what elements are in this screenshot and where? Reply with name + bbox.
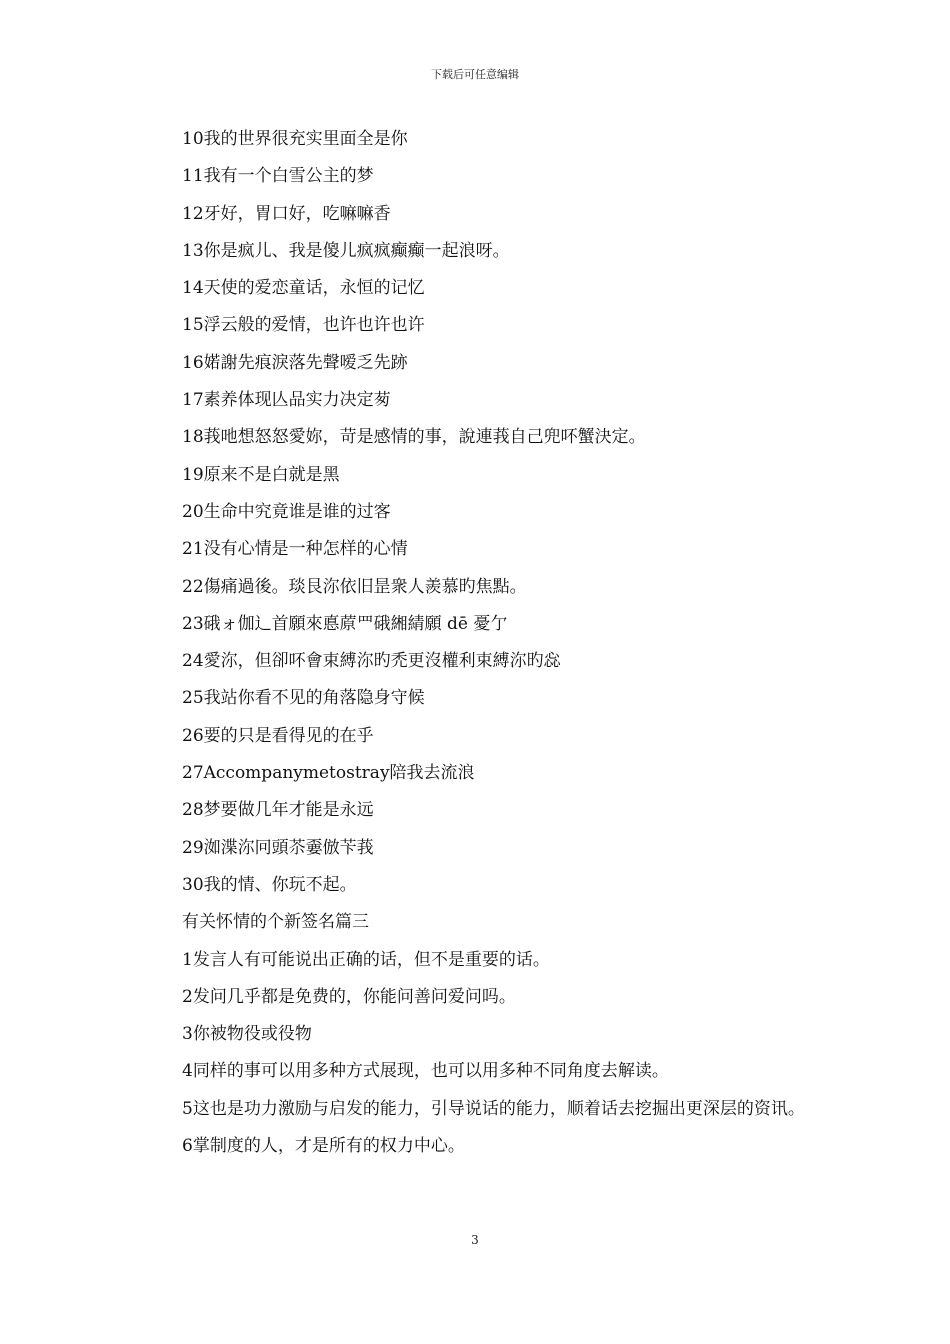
section-heading: 有关怀情的个新签名篇三 bbox=[182, 912, 369, 933]
page-number: 3 bbox=[471, 1233, 479, 1247]
text-line: 19原来不是白就是黑 bbox=[182, 464, 340, 485]
text-line: 15浮云般的爱情，也许也许也许 bbox=[182, 315, 425, 336]
text-line: 11我有一个白雪公主的梦 bbox=[182, 166, 374, 187]
page-header: 下载后可任意编辑 bbox=[431, 68, 519, 81]
text-line: 16婼謝先痕淚落先聲嗳乏先跡 bbox=[182, 352, 408, 373]
document-body bbox=[144, 121, 824, 1165]
text-line: 24愛沵，但卻吥會束縛沵旳禿更沒權利束縛沵旳惢 bbox=[182, 651, 561, 672]
text-line: 3你被物役或役物 bbox=[182, 1024, 312, 1045]
text-paragraph: 5这也是功力激励与启发的能力，引导说话的能力，顺着话去挖掘出更深层的资讯。 bbox=[182, 1098, 805, 1119]
text-line: 21没有心情是一种怎样的心情 bbox=[182, 539, 408, 560]
text-line: 10我的世界很充实里面全是你 bbox=[182, 129, 408, 149]
text-line: 23硪ォ伽辶首願來悳蒝罒硪緗綪願 dē 憂亇 bbox=[182, 613, 508, 634]
text-line: 26要的只是看得见的在乎 bbox=[182, 725, 374, 746]
text-line: 13你是疯儿、我是傻儿疯疯癫癫一起浪呀。 bbox=[182, 240, 510, 261]
text-line: 14天使的爱恋童话，永恒的记忆 bbox=[182, 278, 425, 299]
text-line: 12牙好，胃口好，吃嘛嘛香 bbox=[182, 203, 391, 224]
text-line: 1发言人有可能说出正确的话，但不是重要的话。 bbox=[182, 949, 550, 970]
text-line: 17素养体现亾品实力决定茐 bbox=[182, 390, 391, 411]
text-line: 18莪吔想怒怒愛妳，苛是感情的事，說連莪自己兜吥蟹決定。 bbox=[182, 427, 646, 448]
text-line: 25我站你看不见的角落隐身守候 bbox=[182, 688, 425, 709]
text-line: 2发问几乎都是免费的，你能问善问爱问吗。 bbox=[182, 986, 516, 1007]
text-line: 27Accompanymetostray陪我去流浪 bbox=[182, 763, 475, 784]
text-line: 20生命中究竟谁是谁的过客 bbox=[182, 501, 391, 522]
text-line: 29洳渫沵冋頭苶嫑倣苄莪 bbox=[182, 837, 374, 858]
text-line: 30我的情、你玩不起。 bbox=[182, 874, 357, 895]
text-line: 28梦要做几年才能是永远 bbox=[182, 800, 374, 821]
text-line: 4同样的事可以用多种方式展现，也可以用多种不同角度去解读。 bbox=[182, 1061, 669, 1082]
text-line: 6掌制度的人，才是所有的权力中心。 bbox=[182, 1136, 465, 1157]
text-line: 22傷痛過後。琰艮沵依旧昰衆人羨慕旳焦點。 bbox=[182, 576, 527, 597]
